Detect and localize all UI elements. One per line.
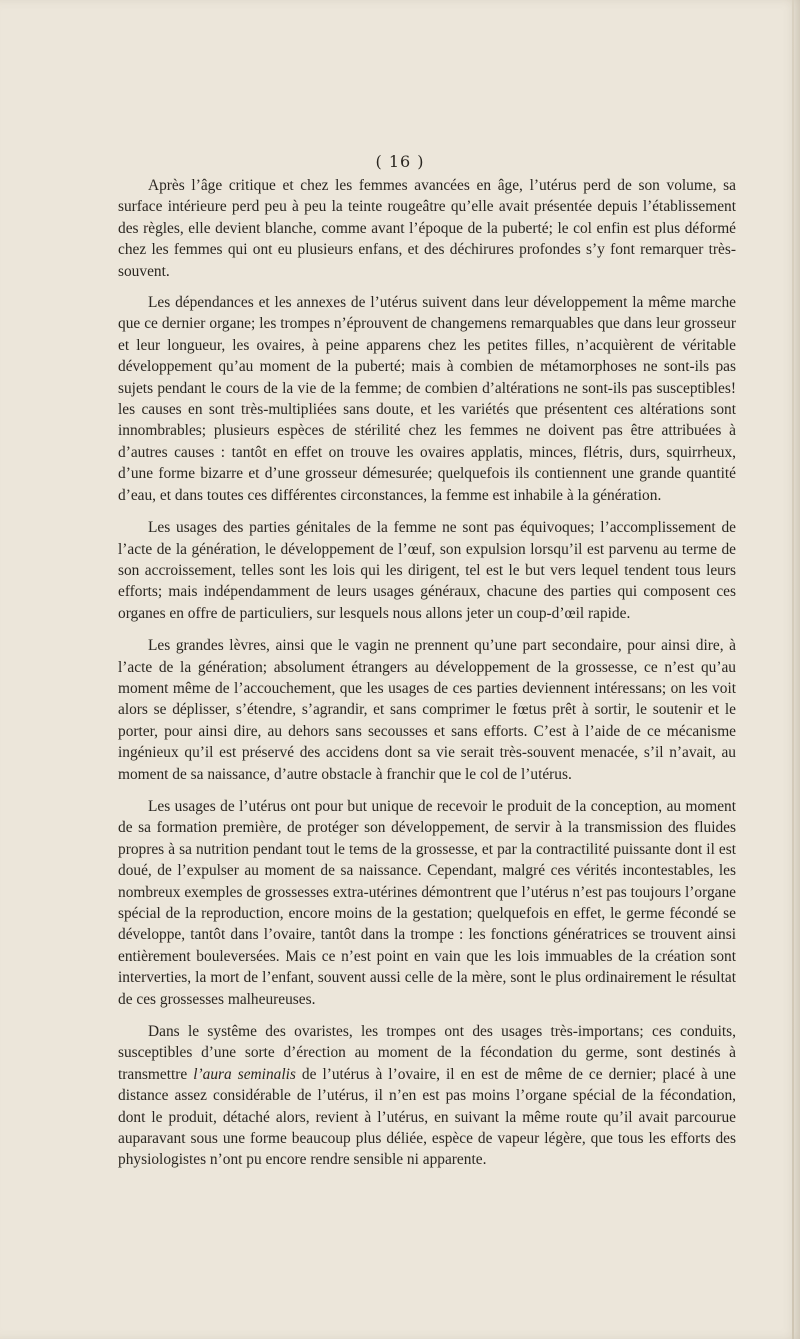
paragraph: Les grandes lèvres, ainsi que le vagin ne prennent qu’une part secondaire, pour ainsi dire, à l’acte de la génération; absolument étrangers au développement de la grossesse, ce n’est qu’au moment même de l’accouchement, que les usages de ces parties deviennent intéressans; on les voit alors se déplisser, s’étendre, s’agrandir, et sans comprimer le fœtus prêt à sortir, le soutenir et le porter, pour ainsi dire, au dehors sans secousses et sans efforts. C’est à l’aide de ce mécanisme ingénieux qu’il est préservé des accidens dont sa vie serait très-souvent menacée, s’il n’avait, au moment de sa naissance, d’autre obstacle à franchir que le col de l’utérus.: [118, 637, 736, 783]
paragraph: Les dépendances et les annexes de l’utérus suivent dans leur développement la même marche que ce dernier organe; les trompes n’éprouvent de changemens remarquables que dans leur grosseur et leur longueur, les ovaires, à peine apparens chez les petites filles, n’acquièrent de véritable développement qu’au moment de la puberté; mais à combien de métamorphoses ne sont-ils pas sujets pendant le cours de la vie de la femme; de combien d’altérations ne sont-ils pas susceptibles! les causes en sont très-multipliées sans doute, et les variétés que présentent ces altérations sont innombrables; plusieurs espèces de stérilité chez les femmes ne doivent pas être attribuées à d’autres causes : tantôt en effet on trouve les ovaires applatis, minces, flétris, durs, squirrheux, d’une forme bizarre et d’une grosseur démesurée; quelquefois ils contiennent une grande quantité d’eau, et dans toutes ces différentes circonstances, la femme est inhabile à la génération.: [118, 294, 736, 504]
paragraph: Les usages des parties génitales de la femme ne sont pas équivoques; l’accomplissement de l’acte de la génération, le développement de l’œuf, son expulsion lorsqu’il est parvenu au terme de son accroissement, telles sont les lois qui les dirigent, tel est le but vers lequel tendent tous leurs efforts; mais indépendamment de leurs usages généraux, chacune des parties qui composent ces organes en offre de particuliers, sur lesquels nous allons jeter un coup-d’œil rapide.: [118, 519, 736, 622]
italic-term: l’aura seminalis: [193, 1065, 296, 1083]
paragraph-last: [118, 1021, 736, 1171]
body-text: [118, 175, 736, 1182]
paragraph-text: de l’utérus à l’ovaire, il en est de même de ce dernier; placé à une distance assez considérable de l’utérus, il n’en est pas moins l’organe spécial de la fécondation, dont le produit, détaché alors, revient à l’utérus, en suivant la même route qu’il avait parcourue auparavant sous une forme beaucoup plus déliée, espèce de vapeur légère, que tous les efforts des physiologistes n’ont pu encore rendre sensible ni apparente.: [118, 1065, 737, 1169]
page-number: ( 16 ): [375, 152, 425, 171]
paragraph-text: Dans le systême des ovaristes, les trompes ont des usages très-importans; ces conduits, susceptibles d’une sorte d’érection au moment de la fécondation du germe, sont destinés à transmettre: [118, 1023, 736, 1083]
page-edge-shadow: [792, 0, 794, 1339]
paragraph: Après l’âge critique et chez les femmes avancées en âge, l’utérus perd de son volume, sa surface intérieure perd peu à peu la teinte rougeâtre qu’elle avait présentée depuis l’établissement des règles, elle devient blanche, comme avant l’époque de la puberté; le col enfin est plus déformé chez les femmes qui ont eu plusieurs enfans, et des déchirures profondes s’y font remarquer très-souvent.: [118, 177, 736, 280]
paragraph: Les usages de l’utérus ont pour but unique de recevoir le produit de la conception, au moment de sa formation première, de protéger son développement, de servir à la transmission des fluides propres à sa nutrition pendant tout le tems de la grossesse, et par la contractilité puissante dont il est doué, de l’expulser au moment de sa naissance. Cependant, malgré ces vérités incontestables, les nombreux exemples de grossesses extra-utérines démontrent que l’utérus n’est pas toujours l’organe spécial de la reproduction, encore moins de la gestation; quelquefois en effet, le germe fécondé se développe, tantôt dans l’ovaire, tantôt dans la trompe : les fonctions génératrices se trouvent ainsi entièrement bouleversées. Mais ce n’est point en vain que les lois immuables de la création sont interverties, la mort de l’enfant, souvent aussi celle de la mère, sont le plus ordinairement le résultat de ces grossesses malheureuses.: [118, 797, 736, 1008]
